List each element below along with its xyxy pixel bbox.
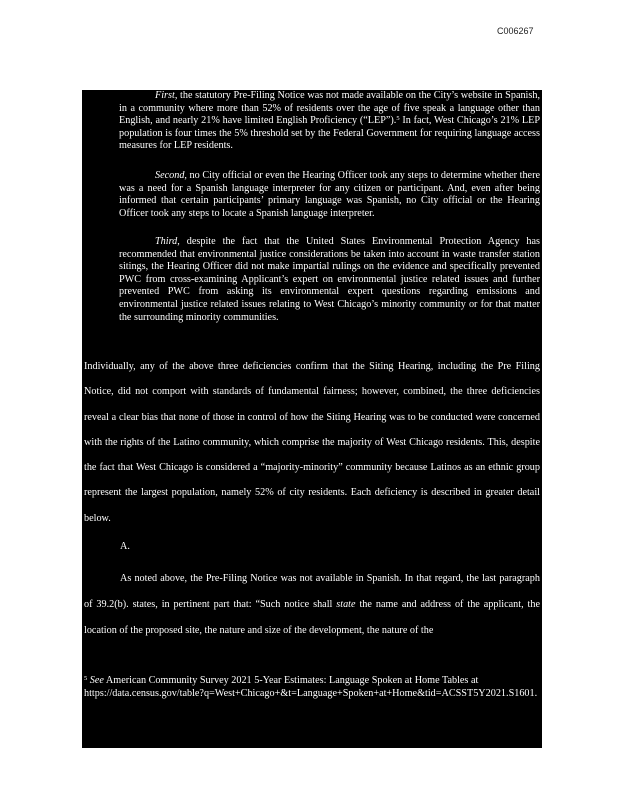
footnote-text: American Community Survey 2021 5-Year Estimates: Language Spoken at Home Tables at https://data.census.gov/table?q=West+Chicago+&t=Language+Spoken+at+Home&tid=ACSST5Y2021.S1601. — [84, 675, 538, 699]
section-heading-a: A. — [120, 541, 130, 552]
second-text: , no City official or even the Hearing Officer took any steps to determine whether there was a need for a Spanish language interpreter for any citizen or participant. And, even after being informed that certain participants’ primary language was Spanish, no City official or the Hearing Officer took any steps to locate a Spanish language interpreter. — [119, 170, 540, 219]
first-text: , the statutory Pre-Filing Notice was not made available on the City’s website in Spanish, in a community where more than 52% of residents over the age of five speak a language other than English, and nearly 21% have limited English Proficiency (“LEP”). — [119, 90, 540, 127]
footnote — [84, 674, 540, 700]
third-label: Third — [155, 236, 178, 247]
first-label: First — [155, 90, 175, 101]
body-paragraph: Individually, any of the above three deficiencies confirm that the Siting Hearing, including the Pre Filing Notice, did not comport with standards of fundamental fairness; however, combined, the three deficiencies reveal a clear bias that none of those in control of how the Siting Hearing was to be conducted were concerned with the rights of the Latino community, which comprise the majority of West Chicago residents. This, despite the fact that West Chicago is considered a “majority-minority” community because Latinos as an ethnic group represent the largest population, namely 52% of city residents. Each deficiency is described in greater detail below. — [84, 361, 540, 524]
paragraph-second — [119, 170, 540, 220]
footnote-number: 5 — [84, 675, 88, 682]
second-label: Second — [155, 170, 185, 181]
redacted-page-panel — [82, 90, 542, 748]
body2-italic: state — [336, 599, 356, 610]
body2-pre: As noted above, the Pre-Filing Notice was not available in Spanish. In that regard, the last paragraph of 39.2(b). states, in pertinent part that: “Such notice shall — [84, 573, 540, 610]
third-text: , despite the fact that the United States Environmental Protection Agency has recommended that environmental justice considerations be taken into account in waste transfer station sitings, the Hearing Officer did not make impartial rulings on the evidence and specifically prevented PWC from cross-examining Applicant’s expert on environmental justice related issues and further prevented PWC from asking its environmental expert questions regarding emissions and environmental justice related issues relating to West Chicago’s minority community or for that matter the surrounding minority communities. — [119, 236, 540, 323]
paragraph-third — [119, 236, 540, 324]
body-paragraph-2 — [84, 566, 540, 644]
page-number: 24 — [306, 735, 318, 747]
first-text-continued: In fact, West Chicago’s 21% LEP population is four times the 5% threshold set by the Federal Government for requiring language access measures for LEP residents. — [119, 115, 540, 152]
footnote-ref: 5 — [396, 115, 400, 123]
body2-post: the name and address of the applicant, the location of the proposed site, the nature and size of the development, the nature of the — [84, 599, 540, 636]
paragraph-first — [119, 90, 540, 153]
footnote-see: See — [89, 675, 104, 686]
document-id: C006267 — [497, 26, 534, 36]
